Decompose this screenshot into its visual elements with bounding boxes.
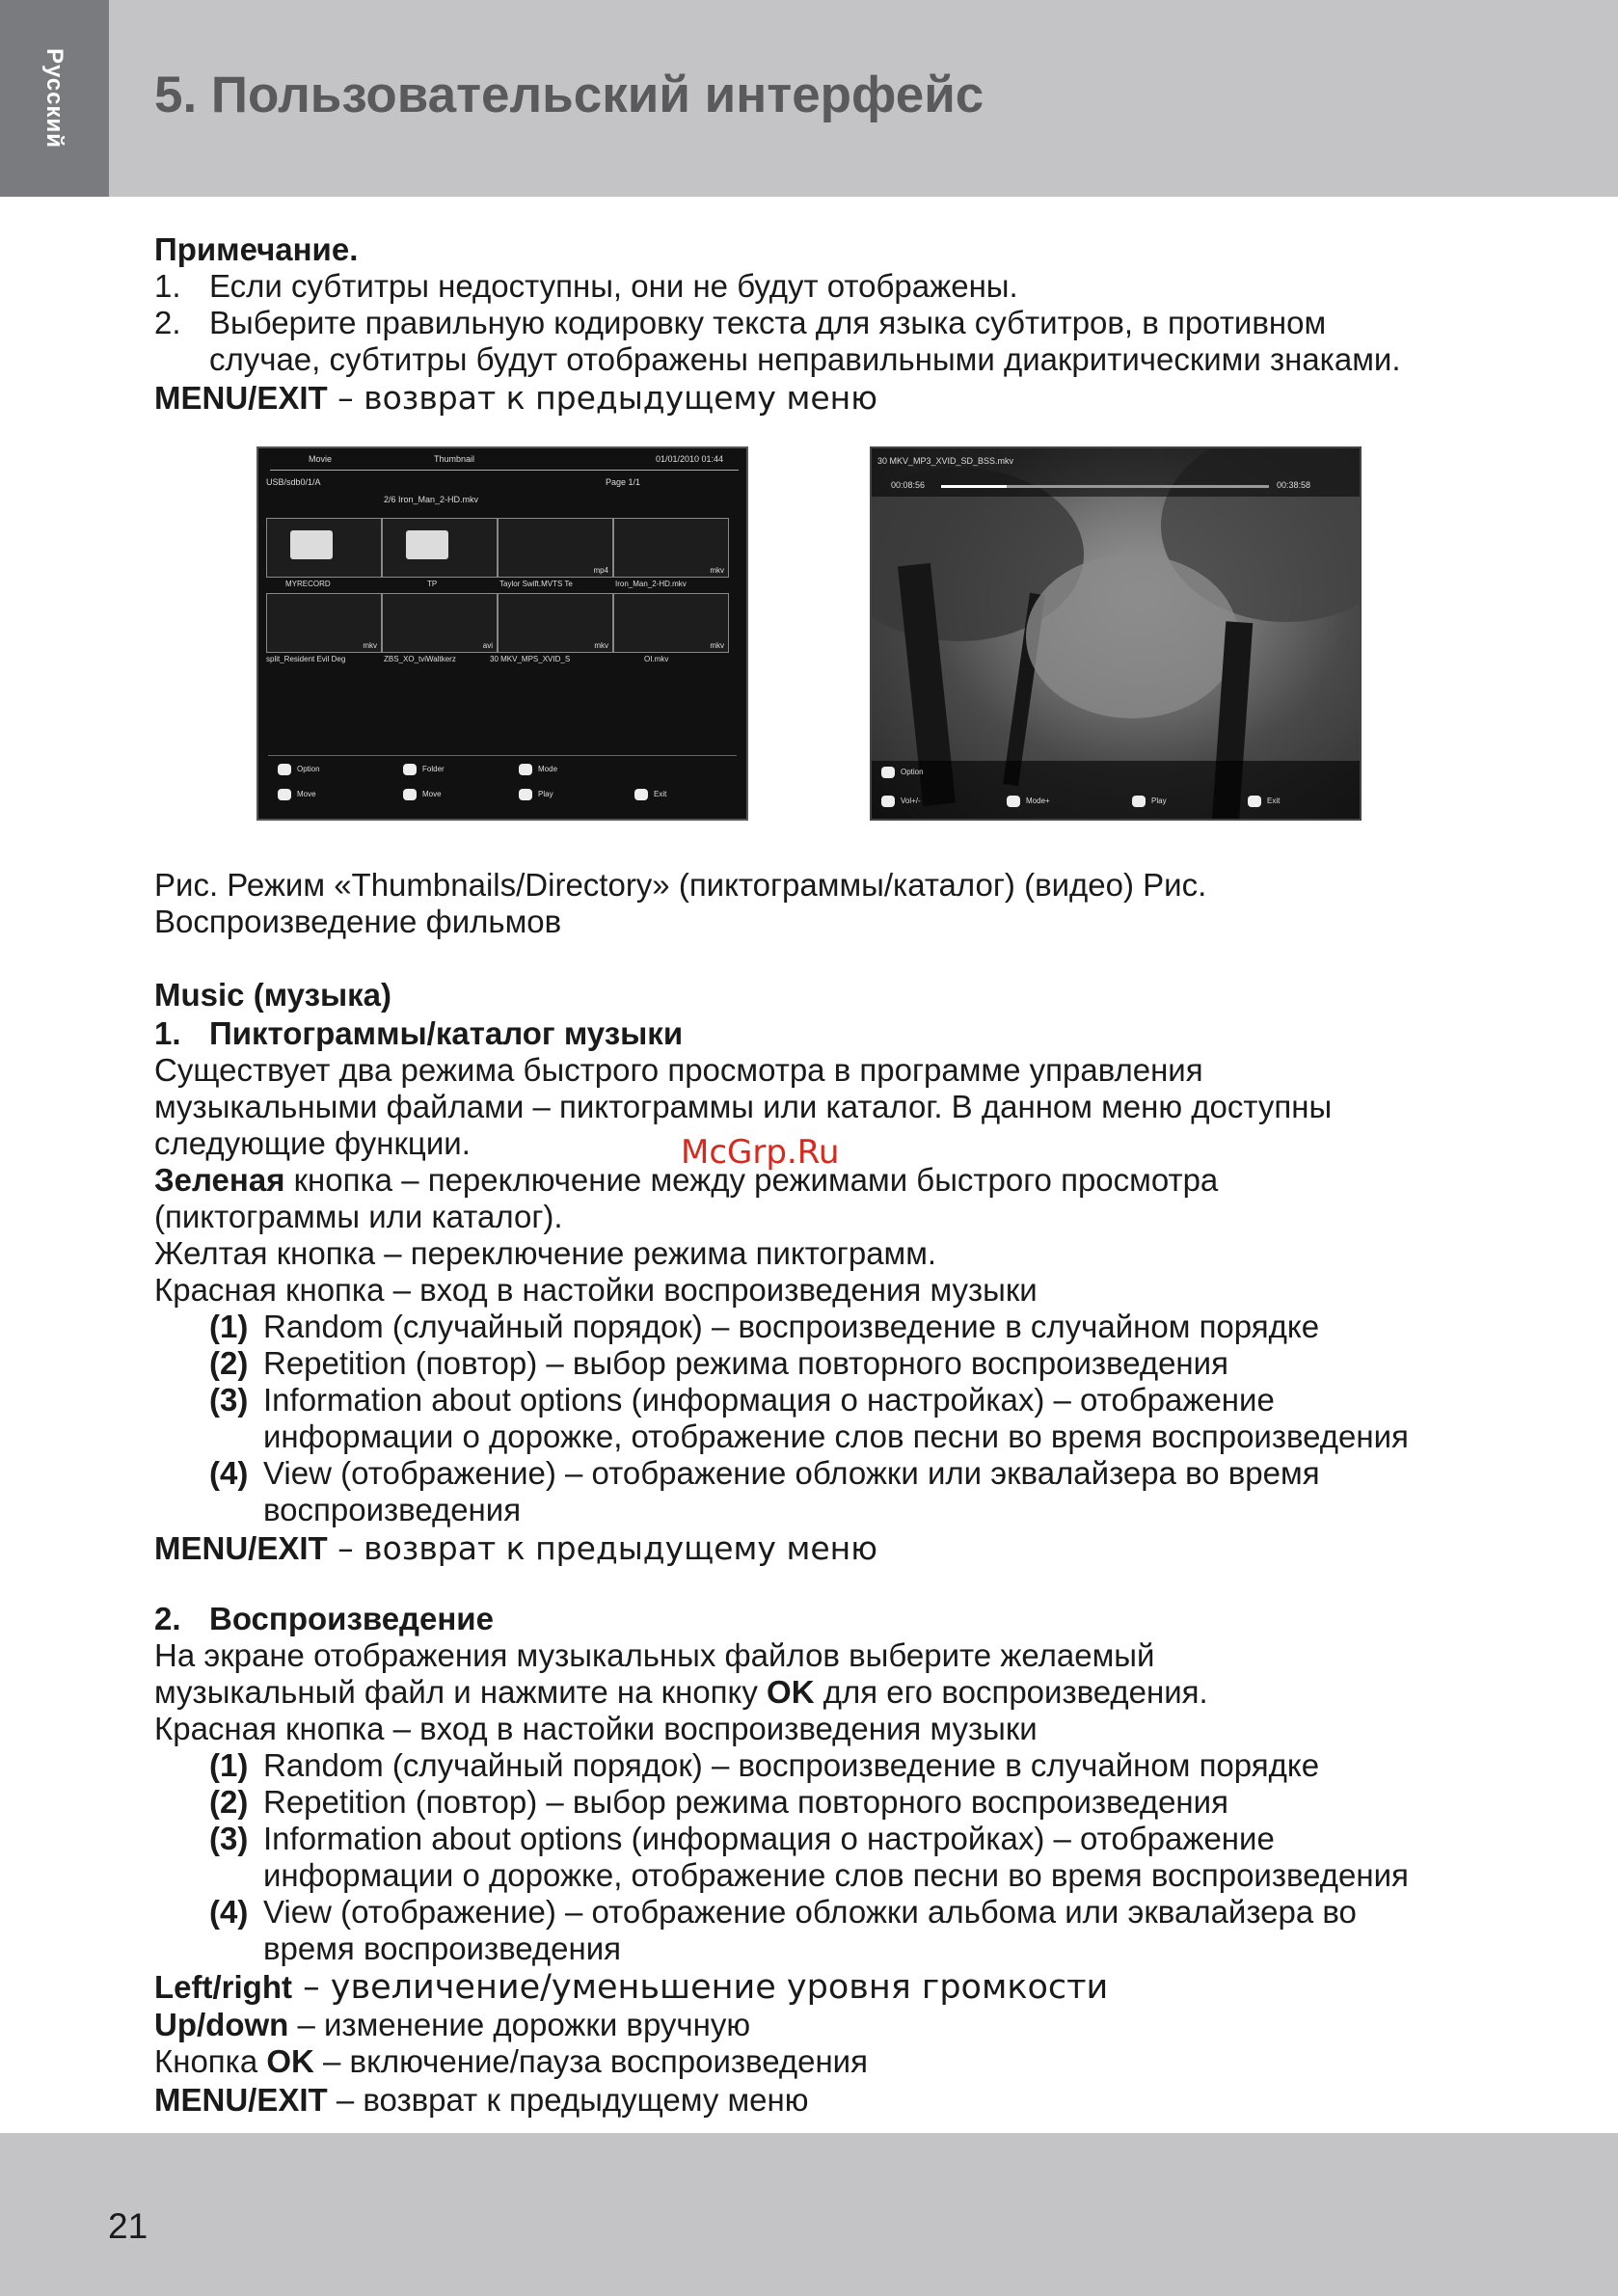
tile <box>382 593 498 653</box>
menu-exit-line <box>154 1528 1504 1568</box>
note-item-text: Выберите правильную кодировку текста для языка субтитров, в противном <box>209 305 1327 340</box>
red-button-line: Красная кнопка – вход в настойки воспроизведения музыки <box>154 1711 1038 1746</box>
tile-label: MYRECORD <box>285 580 331 588</box>
section-title: Пиктограммы/каталог музыки <box>209 1015 684 1051</box>
tile-ext: mp4 <box>593 566 608 575</box>
menu-exit-line <box>154 2082 1504 2119</box>
chapter-title: 5. Пользовательский интерфейс <box>154 67 984 123</box>
tile-label: OI.mkv <box>644 655 669 663</box>
tile <box>613 593 729 653</box>
option-item: информации о дорожке, отображение слов песни во время воспроизведения <box>263 1857 1409 1893</box>
video-time-start: 00:08:56 <box>891 480 926 490</box>
ok-key: OK <box>266 2043 314 2079</box>
video-hint-bar <box>872 761 1360 819</box>
section-heading <box>154 1015 1504 1052</box>
up-down-line <box>154 2007 1504 2043</box>
menu-exit-key: MENU/EXIT <box>154 1530 328 1566</box>
left-right-key: Left/right <box>154 1969 292 2005</box>
tv-datetime: 01/01/2010 01:44 <box>656 454 724 464</box>
tv-page: Page 1/1 <box>606 477 641 487</box>
section-number: 1. <box>154 1015 181 1051</box>
tile-ext: mkv <box>710 566 724 575</box>
note-item <box>154 305 1504 341</box>
paragraph-line: следующие функции. <box>154 1125 471 1161</box>
music-heading-subtitle: (музыка) <box>244 977 392 1013</box>
red-button-line: Красная кнопка – вход в настойки воспроизведения музыки <box>154 1272 1038 1308</box>
page-number: 21 <box>108 2206 148 2246</box>
tv-hint: Exit <box>634 789 666 800</box>
tv-hint: Play <box>519 789 553 800</box>
note-item-number: 1. <box>154 268 181 304</box>
video-time-end: 00:38:58 <box>1277 480 1311 490</box>
video-progress-fill <box>941 485 1007 488</box>
menu-exit-line <box>154 378 1504 418</box>
note-item <box>154 268 1504 305</box>
tv-hint: Vol+/- <box>881 796 921 807</box>
volume-line <box>154 1967 1504 2007</box>
option-item: (2) Repetition (повтор) – выбор режима повторного воспроизведения <box>209 1345 1228 1381</box>
tile-ext: mkv <box>710 641 724 650</box>
tile-label: 30 MKV_MPS_XVID_S <box>490 655 571 663</box>
video-top-bar <box>872 448 1360 497</box>
tile-label: Taylor Swift.MVTS Te <box>499 580 573 588</box>
paragraph-line: музыкальный файл и нажмите на кнопку OK для его воспроизведения. <box>154 1674 1208 1710</box>
page-header <box>0 0 1618 197</box>
tile <box>613 518 729 578</box>
tv-hint: Mode <box>519 764 557 775</box>
language-label: Русский <box>41 48 67 149</box>
tv-hint: Option <box>881 767 924 778</box>
up-down-desc: – изменение дорожки вручную <box>288 2007 751 2042</box>
figures-row <box>154 446 1504 867</box>
tv-hint: Play <box>1132 796 1167 807</box>
paragraph-line: музыкальными файлами – пиктограммы или каталог. В данном меню доступны <box>154 1089 1333 1124</box>
tile-label: ZBS_XO_tviWaltkerz <box>384 655 456 663</box>
language-tab <box>0 0 109 197</box>
tree-canopy <box>1026 554 1238 718</box>
menu-exit-desc: – возврат к предыдущему меню <box>327 379 878 417</box>
tile <box>498 518 613 578</box>
green-button-key: Зеленая <box>154 1162 285 1198</box>
caption-line: Рис. Режим «Thumbnails/Directory» (пиктограммы/каталог) (видео) Рис. <box>154 867 1207 903</box>
tile-label: split_Resident Evil Deg <box>266 655 346 663</box>
option-item: воспроизведения <box>263 1492 522 1527</box>
option-item: (4) View (отображение) – отображение обложки альбома или эквалайзера во <box>209 1894 1357 1930</box>
page-footer <box>0 2133 1618 2296</box>
tile <box>498 593 613 653</box>
green-button-desc: кнопка – переключение между режимами быстрого просмотра <box>284 1162 1219 1198</box>
option-item: (1) Random (случайный порядок) – воспроизведение в случайном порядке <box>209 1309 1320 1344</box>
section-title: Воспроизведение <box>209 1601 494 1636</box>
tile <box>266 593 382 653</box>
page-content <box>154 231 1504 2119</box>
music-heading-title: Music <box>154 977 245 1013</box>
section-number: 2. <box>154 1601 181 1636</box>
tv-hint: Mode+ <box>1007 796 1050 807</box>
tv-path: USB/sdb0/1/A <box>266 477 321 487</box>
option-item: (3) Information about options (информация о настройках) – отображение <box>209 1821 1275 1856</box>
note-item-text: случае, субтитры будут отображены неправильными диакритическими знаками. <box>209 341 1401 377</box>
folder-icon <box>406 530 448 559</box>
tv-tab-movie: Movie <box>309 454 333 464</box>
video-progress-track <box>941 485 1269 488</box>
tile-label: Iron_Man_2-HD.mkv <box>615 580 687 588</box>
menu-exit-desc: – возврат к предыдущему меню <box>327 1529 878 1567</box>
folder-icon <box>290 530 333 559</box>
tile <box>266 518 382 578</box>
music-heading <box>154 977 1504 1013</box>
tv-hint: Move <box>278 789 316 800</box>
tile <box>382 518 498 578</box>
movie-playback-screenshot <box>870 446 1362 821</box>
video-filename: 30 MKV_MP3_XVID_SD_BSS.mkv <box>877 456 1014 466</box>
tile-ext: avi <box>482 641 493 650</box>
yellow-button-line: Желтая кнопка – переключение режима пиктограмм. <box>154 1235 937 1271</box>
note-heading: Примечание. <box>154 231 359 267</box>
tv-hint: Exit <box>1248 796 1280 807</box>
paragraph-line: Существует два режима быстрого просмотра в программе управления <box>154 1052 1203 1088</box>
ok-button-line: Кнопка OK – включение/пауза воспроизведения <box>154 2043 868 2079</box>
tv-tab-thumbnail: Thumbnail <box>434 454 475 464</box>
tile-label: TP <box>427 580 438 588</box>
menu-exit-desc: – возврат к предыдущему меню <box>327 2082 809 2118</box>
note-item-continued <box>154 341 1504 378</box>
menu-exit-key: MENU/EXIT <box>154 380 328 416</box>
figure-caption <box>154 867 1504 940</box>
up-down-key: Up/down <box>154 2007 289 2042</box>
caption-line: Воспроизведение фильмов <box>154 904 562 939</box>
section-heading <box>154 1601 1504 1637</box>
tv-hint: Option <box>278 764 320 775</box>
ok-key: OK <box>767 1674 815 1710</box>
option-item: (4) View (отображение) – отображение обложки или эквалайзера во время <box>209 1455 1320 1491</box>
watermark: McGrp.Ru <box>681 1133 840 1172</box>
menu-exit-key: MENU/EXIT <box>154 2082 328 2118</box>
option-item: время воспроизведения <box>263 1931 622 1966</box>
option-item: (3) Information about options (информация о настройках) – отображение <box>209 1382 1275 1418</box>
tv-hint-bar <box>268 755 737 814</box>
thumbnail-screenshot <box>256 446 748 821</box>
tv-hint: Move <box>403 789 442 800</box>
option-item: (1) Random (случайный порядок) – воспроизведение в случайном порядке <box>209 1747 1320 1783</box>
paragraph-line: На экране отображения музыкальных файлов выберите желаемый <box>154 1637 1155 1673</box>
tile-ext: mkv <box>363 641 377 650</box>
note-item-number: 2. <box>154 305 181 340</box>
paragraph-line: (пиктограммы или каталог). <box>154 1199 563 1234</box>
left-right-desc: – увеличение/уменьшение уровня громкости <box>291 1968 1109 2007</box>
note-item-text: Если субтитры недоступны, они не будут отображены. <box>209 268 1018 304</box>
tv-tab-bar <box>270 454 739 471</box>
tv-hint: Folder <box>403 764 445 775</box>
option-item: (2) Repetition (повтор) – выбор режима повторного воспроизведения <box>209 1784 1228 1820</box>
tv-current-file: 2/6 Iron_Man_2-HD.mkv <box>384 495 479 504</box>
option-item: информации о дорожке, отображение слов песни во время воспроизведения <box>263 1418 1409 1454</box>
tile-ext: mkv <box>594 641 608 650</box>
